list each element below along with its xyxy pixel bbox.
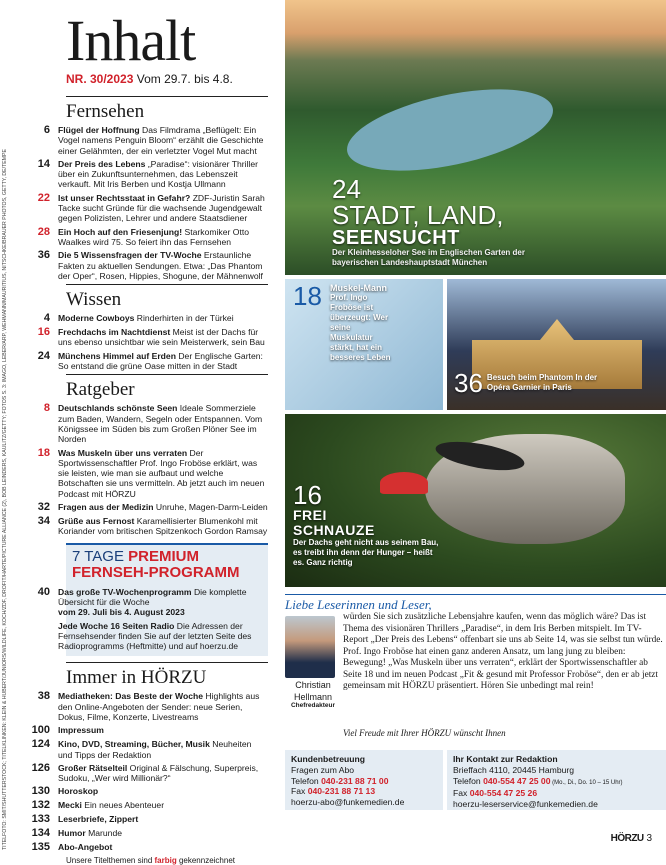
toc-item[interactable] bbox=[20, 691, 268, 722]
toc-entry-title: Horoskop bbox=[58, 786, 99, 797]
toc-item[interactable] bbox=[20, 448, 268, 499]
toc-entry-title: Abo-Angebot bbox=[58, 842, 113, 853]
toc-item[interactable] bbox=[20, 250, 268, 281]
toc-entry-desc: Unruhe, Magen-Darm-Leiden bbox=[155, 502, 268, 513]
toc-item[interactable] bbox=[20, 739, 268, 760]
toc-entry-title: Der Preis des Lebens bbox=[58, 158, 146, 169]
toc-page-number bbox=[20, 621, 58, 652]
toc-entry-text bbox=[58, 516, 268, 537]
toc-entry-text bbox=[58, 621, 268, 652]
section-wissen: Wissen bbox=[66, 284, 268, 311]
toc-entry-text bbox=[58, 587, 268, 618]
toc-page-number: 40 bbox=[37, 585, 50, 598]
avatar bbox=[285, 616, 335, 678]
toc-entry-text bbox=[58, 739, 268, 760]
toc-entry-desc: Die Adressen der Fernsehsender finden Sie auf der letzten Seite des Radioprogramms (Heftmitte) und auf hoerzu.de bbox=[58, 620, 252, 652]
toc-entry-title: Ein Hoch auf den Friesenjung! bbox=[58, 226, 183, 237]
toc-entry-desc: Highlights aus den Online-Angeboten der Sender: neue Serien, Dokus, Filme, Konzerte, Livestreams bbox=[58, 691, 260, 722]
toc-item[interactable] bbox=[20, 621, 268, 652]
toc-entry-title: Grüße aus Fernost bbox=[58, 516, 135, 527]
caption-frei-schnauze: 16 FREI SCHNAUZE Der Dachs geht nicht aus seinem Bau, es treibt ihn denn der Hunger – heißt es. Ganz richtig bbox=[293, 480, 439, 567]
email-link[interactable]: hoerzu-leserservice@funkemedien.de bbox=[453, 799, 598, 810]
toc-page-number: 36 bbox=[37, 249, 50, 262]
toc-item[interactable] bbox=[20, 403, 268, 444]
toc-page-number: 124 bbox=[31, 738, 50, 751]
toc-item[interactable] bbox=[20, 725, 268, 736]
toc-page-number: 132 bbox=[31, 799, 50, 812]
toc-entry-text bbox=[58, 125, 268, 156]
toc-entry-title: Die 5 Wissensfragen der TV-Woche bbox=[58, 250, 202, 261]
toc-entry-desc: Ein neues Abenteuer bbox=[84, 800, 165, 811]
toc-entry-title: Mediatheken: Das Beste der Woche bbox=[58, 691, 204, 702]
toc-entry-title: Flügel der Hoffnung bbox=[58, 125, 140, 135]
page-number: HÖRZU 3 bbox=[610, 833, 652, 844]
toc-item[interactable] bbox=[20, 800, 268, 811]
section-ratgeber: Ratgeber bbox=[66, 374, 268, 401]
toc-entry-text bbox=[58, 351, 268, 372]
toc-entry-text bbox=[58, 828, 268, 839]
toc-entry-desc: Marunde bbox=[88, 828, 123, 839]
toc-entry-title: Mecki bbox=[58, 800, 82, 811]
toc-item[interactable] bbox=[20, 828, 268, 839]
toc-page-number: 134 bbox=[31, 827, 50, 840]
toc-entry-text bbox=[58, 159, 268, 190]
toc-page-number: 135 bbox=[31, 841, 50, 854]
toc-entry-desc: Der Englische Garten: So entstand die grüne Oase mitten in der Stadt bbox=[58, 350, 263, 372]
toc-entry-text bbox=[58, 502, 268, 513]
section-fernsehen: Fernsehen bbox=[66, 96, 268, 123]
toc-item[interactable] bbox=[20, 842, 268, 853]
toc-item[interactable] bbox=[20, 193, 268, 224]
toc-entry-title: Was Muskeln über uns verraten bbox=[58, 447, 188, 458]
toc-item[interactable] bbox=[20, 502, 268, 513]
toc-item[interactable] bbox=[20, 125, 268, 156]
toc-item[interactable] bbox=[20, 227, 268, 248]
toc-entry-text bbox=[58, 763, 268, 784]
lake-shape bbox=[340, 74, 560, 186]
toc-item[interactable] bbox=[20, 327, 268, 348]
toc-entry-text bbox=[58, 448, 268, 499]
toc-entry-extra: vom 29. Juli bis 4. August 2023 bbox=[58, 607, 185, 618]
toc-entry-text bbox=[58, 227, 268, 248]
toc-page-number: 16 bbox=[37, 326, 50, 339]
caption-muskel-mann: Muskel-Mann Prof. Ingo Froböse ist überzeugt: Wer seine Muskulatur stärkt, hat ein besseres Leben bbox=[330, 283, 391, 362]
toc-entry-desc: Karamellisierter Blumenkohl mit Koriander vom britischen Spitzenkoch Gordon Ramsay bbox=[58, 516, 268, 537]
editor-block: Christian Hellmann Chefredakteur bbox=[285, 616, 341, 709]
toc-entry-title: Münchens Himmel auf Erden bbox=[58, 350, 176, 361]
toc-entry-title: Impressum bbox=[58, 725, 104, 736]
footnote: Unsere Titelthemen sind farbig gekennzeichnet bbox=[66, 856, 235, 865]
caption-number-18: 18 bbox=[293, 281, 322, 311]
toc-item[interactable] bbox=[20, 313, 268, 324]
toc-page-number: 22 bbox=[37, 191, 50, 204]
toc-entry-text bbox=[58, 313, 268, 324]
toc-entry-text bbox=[58, 725, 268, 736]
toc-entry-text bbox=[58, 403, 268, 444]
toc-page-number: 34 bbox=[37, 515, 50, 528]
toc-entry-desc: Die komplette Übersicht für die Woche bbox=[58, 586, 247, 607]
toc-entry-desc: Starkomiker Otto Waalkes wird 75. So feiert ihn das Fernsehen bbox=[58, 226, 250, 247]
toc-page-number: 24 bbox=[37, 349, 50, 362]
toc-page-number: 18 bbox=[37, 446, 50, 459]
toc-page-number: 38 bbox=[37, 690, 50, 703]
email-link[interactable]: hoerzu-abo@funkemedien.de bbox=[291, 797, 405, 808]
toc-entry-desc: Rinderhirten in der Türkei bbox=[136, 313, 234, 324]
toc-page-number: 133 bbox=[31, 813, 50, 826]
toc-entry-desc: Der Sportwissenschaftler Prof. Ingo Froböse erklärt, was sie leisten, wie man sie aufbaut und welche Botschaften sie uns vermitteln. Ab jetzt auch im neuen Podcast mit HÖRZU bbox=[58, 447, 265, 499]
toc-entry-desc: Ideale Sommerziele zum Baden, Wandern, Segeln oder Entspannen. Vom Königssee im Süden bis zum Großen Plöner See im Norden bbox=[58, 403, 263, 445]
toc-entry-desc: ZDF-Juristin Sarah Tacke sucht Gründe für die wachsende Jugendgewalt gegen Polizisten, Lehrer und andere Staatsdiener bbox=[58, 192, 265, 224]
toc-entry-text bbox=[58, 250, 268, 281]
toc-entry-title: Großer Rätselteil bbox=[58, 762, 128, 773]
toc-page-number: 130 bbox=[31, 785, 50, 798]
toc-item[interactable] bbox=[20, 763, 268, 784]
toc-entry-text bbox=[58, 842, 268, 853]
editorial-letter bbox=[285, 594, 666, 738]
toc-entry-title: Ist unser Rechtsstaat in Gefahr? bbox=[58, 192, 191, 203]
toc-page-number: 4 bbox=[43, 312, 50, 325]
toc-entry-title: Kino, DVD, Streaming, Bücher, Musik bbox=[58, 739, 210, 750]
toc-page-number: 28 bbox=[37, 225, 50, 238]
toc-page-number: 6 bbox=[43, 124, 50, 136]
toc-entry-desc: Das Filmdrama „Beflügelt: Ein Vogel namens Penguin Bloom“ erzählt die Geschichte einer Gelähmten, der ein verletzter Vogel Mut macht bbox=[58, 125, 264, 156]
toc-entry-title: Jede Woche 16 Seiten Radio bbox=[58, 620, 175, 631]
toc-entry-title: Fragen aus der Medizin bbox=[58, 502, 154, 513]
toc-page-number: 14 bbox=[37, 157, 50, 170]
letter-heading: Liebe Leserinnen und Leser, bbox=[285, 594, 666, 613]
toc-entry-title: Moderne Cowboys bbox=[58, 313, 135, 324]
toc-entry-desc: Original & Fälschung, Superpreis, Sudoku, „Wer wird Millionär?“ bbox=[58, 762, 259, 784]
toc-entry-title: Leserbriefe, Zippert bbox=[58, 814, 139, 825]
photo-credit: TITELFOTO: SMIT/SHUTTERSTOCK; TITELKLINKEN: KLEIN & HUBERT/JUNIORS/WILDLIFE, KOCH/ZDF, DROFIT/HARTE/PICTURE ALLIANCE (2), BOB LEINDERS, KAULITZ/GETTY; FOTOS S. 3: IMAGO, LEBER/ARP, WEHMANN/MAURITIUS, NITSCHKE/BRAUER PHOTOS, GETTY, DE/TEMPE bbox=[2, 149, 8, 850]
toc-entry-title: Humor bbox=[58, 828, 86, 839]
caption-phantom: 36 Besuch beim Phantom In der Opéra Garnier in Paris bbox=[454, 368, 598, 398]
toc-entry-title: Deutschlands schönste Seen bbox=[58, 403, 178, 414]
contact-kundenbetreuung: Kundenbetreuung Fragen zum Abo Telefon 040-231 88 71 00 Fax 040-231 88 71 13 hoerzu-abo@funkemedien.de bbox=[285, 750, 443, 810]
toc-column bbox=[20, 96, 268, 865]
contact-redaktion: Ihr Kontakt zur Redaktion Brieffach 4110, 20445 Hamburg Telefon 040-554 47 25 00 (Mo., Di., Do. 10 – 15 Uhr) Fax 040-554 47 25 26 hoerzu-leserservice@funkemedien.de bbox=[447, 750, 666, 810]
page-title: Inhalt bbox=[66, 8, 196, 73]
toc-entry-text bbox=[58, 691, 268, 722]
issue-line: NR. 30/2023 Vom 29.7. bis 4.8. bbox=[66, 72, 233, 86]
toc-entry-text bbox=[58, 193, 268, 224]
toc-item[interactable] bbox=[20, 159, 268, 190]
caption-seensucht: 24 STADT, LAND, SEENSUCHT Der Kleinhesseloher See im Englischen Garten der bayerischen Landeshauptstadt München bbox=[332, 174, 525, 267]
toc-page-number: 100 bbox=[31, 724, 50, 737]
toc-entry-text bbox=[58, 814, 268, 825]
toc-page-number: 8 bbox=[43, 402, 50, 415]
toc-item[interactable] bbox=[20, 516, 268, 537]
toc-entry-text bbox=[58, 800, 268, 811]
premium-banner: 7 TAGE PREMIUM FERNSEH-PROGRAMM bbox=[66, 543, 268, 585]
toc-entry-title: Das große TV-Wochenprogramm bbox=[58, 586, 192, 597]
premium-box bbox=[37, 585, 268, 657]
section-immer: Immer in HÖRZU bbox=[66, 662, 268, 689]
toc-page-number: 126 bbox=[31, 761, 50, 774]
toc-item[interactable] bbox=[20, 814, 268, 825]
toc-entry-desc: Meist ist der Dachs für uns ebenso unsichtbar wie sein Meisterwerk, sein Bau bbox=[58, 327, 265, 348]
toc-entry-desc: „Paradise“: visionärer Thriller über ein Zukunftsunternehmen, das Lebenszeit verkauft. Mit Iris Berben und Kostja Ullmann bbox=[58, 158, 258, 190]
toc-entry-desc: Neuheiten und Tipps der Redaktion bbox=[58, 739, 252, 760]
toc-item[interactable] bbox=[20, 786, 268, 797]
letter-body: würden Sie sich zusätzliche Lebensjahre kaufen, wenn das möglich wäre? Das ist Thema des visionären Thrillers „Paradise“, in dem Iris Berben mitspielt. Im TV-Report „Der Preis des Lebens“ offenbart sie uns ab Seite 14, was sie selbst tun würde. Prof. Ingo Froböse hat einen ganz anderen Ansatz, um lang jung zu bleiben: Bewegung! „Was Muskeln über uns verraten“, erklärt der Sportwissenschaftler ab Seite 18 und im neuen Podcast „Fit & gesund mit Professor Froböse“, den er ab jetzt gemeinsam mit HÖRZU präsentiert. Hören Sie unbedingt mal rein! bbox=[343, 612, 663, 691]
toc-item[interactable] bbox=[20, 587, 268, 618]
toc-entry-text bbox=[58, 327, 268, 348]
toc-item[interactable] bbox=[20, 351, 268, 372]
toc-entry-title: Frechdachs im Nachtdienst bbox=[58, 327, 171, 338]
toc-entry-text bbox=[58, 786, 268, 797]
toc-entry-desc: Erstaunliche Fakten zu aktuellen Sendungen. Etwa: „Das Phantom der Oper“, Rosen, Hippies, Shogune, der Mähnenwolf bbox=[58, 250, 263, 281]
toc-page-number: 32 bbox=[37, 501, 50, 514]
letter-signoff: Viel Freude mit Ihrer HÖRZU wünscht Ihnen bbox=[343, 728, 506, 738]
